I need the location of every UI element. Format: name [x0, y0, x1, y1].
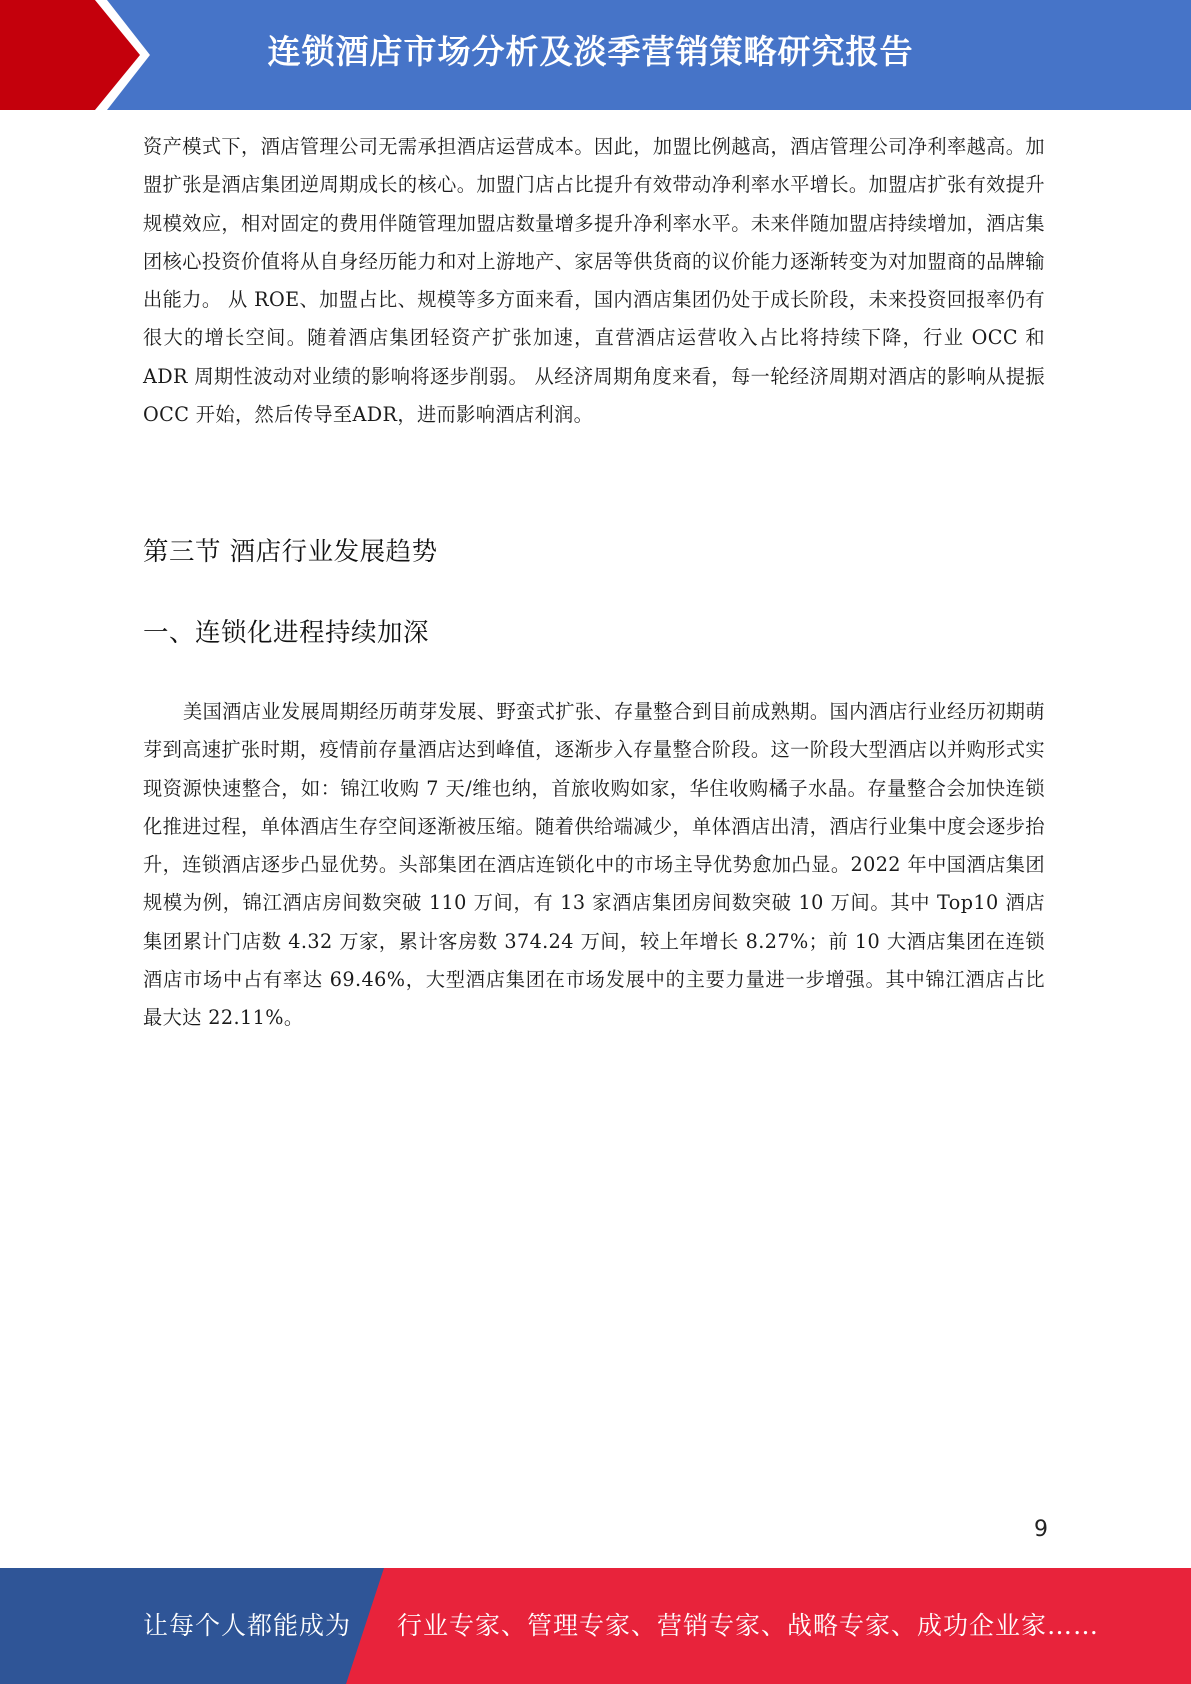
footer-slogan-right: 行业专家、管理专家、营销专家、战略专家、成功企业家……	[397, 1611, 1100, 1640]
body-paragraph: 美国酒店业发展周期经历萌芽发展、野蛮式扩张、存量整合到目前成熟期。国内酒店行业经历初期萌芽到高速扩张时期，疫情前存量酒店达到峰值，逐渐步入存量整合阶段。这一阶段大型酒店以并购形式实现资源快速整合，如：锦江收购 7 天/维也纳，首旅收购如家，华住收购橘子水晶。存量整合会加快连锁化推进过程，单体酒店生存空间逐渐被压缩。随着供给端减少，单体酒店出清，酒店行业集中度会逐步抬升，连锁酒店逐步凸显优势。头部集团在酒店连锁化中的市场主导优势愈加凸显。2022 年中国酒店集团规模为例，锦江酒店房间数突破 110 万间，有 13 家酒店集团房间数突破 10 万间。其中 Top10 酒店集团累计门店数 4.32 万家，累计客房数 374.24 万间，较上年增长 8.27%；前 10 大酒店集团在连锁酒店市场中占有率达 69.46%，大型酒店集团在市场发展中的主要力量进一步增强。其中锦江酒店占比最大达 22.11%。	[143, 700, 1045, 1030]
page-number: 9	[1034, 1517, 1048, 1542]
body-content-top	[143, 128, 1045, 434]
report-title: 连锁酒店市场分析及淡季营销策略研究报告	[267, 32, 914, 71]
header-banner	[0, 0, 1191, 110]
footer-slogan-left: 让每个人都能成为	[143, 1611, 352, 1640]
sub-heading: 一、连锁化进程持续加深	[143, 618, 430, 648]
footer-banner	[0, 1568, 1191, 1684]
section-heading: 第三节 酒店行业发展趋势	[143, 537, 438, 567]
body-content-bottom	[143, 693, 1045, 1038]
body-paragraph-continued: 资产模式下，酒店管理公司无需承担酒店运营成本。因此，加盟比例越高，酒店管理公司净利率越高。加盟扩张是酒店集团逆周期成长的核心。加盟门店占比提升有效带动净利率水平增长。加盟店扩张有效提升规模效应，相对固定的费用伴随管理加盟店数量增多提升净利率水平。未来伴随加盟店持续增加，酒店集团核心投资价值将从自身经历能力和对上游地产、家居等供货商的议价能力逐渐转变为对加盟商的品牌输出能力。 从 ROE、加盟占比、规模等多方面来看，国内酒店集团仍处于成长阶段，未来投资回报率仍有很大的增长空间。随着酒店集团轻资产扩张加速，直营酒店运营收入占比将持续下降，行业 OCC 和 ADR 周期性波动对业绩的影响将逐步削弱。 从经济周期角度来看，每一轮经济周期对酒店的影响从提振OCC 开始，然后传导至ADR，进而影响酒店利润。	[143, 135, 1045, 427]
